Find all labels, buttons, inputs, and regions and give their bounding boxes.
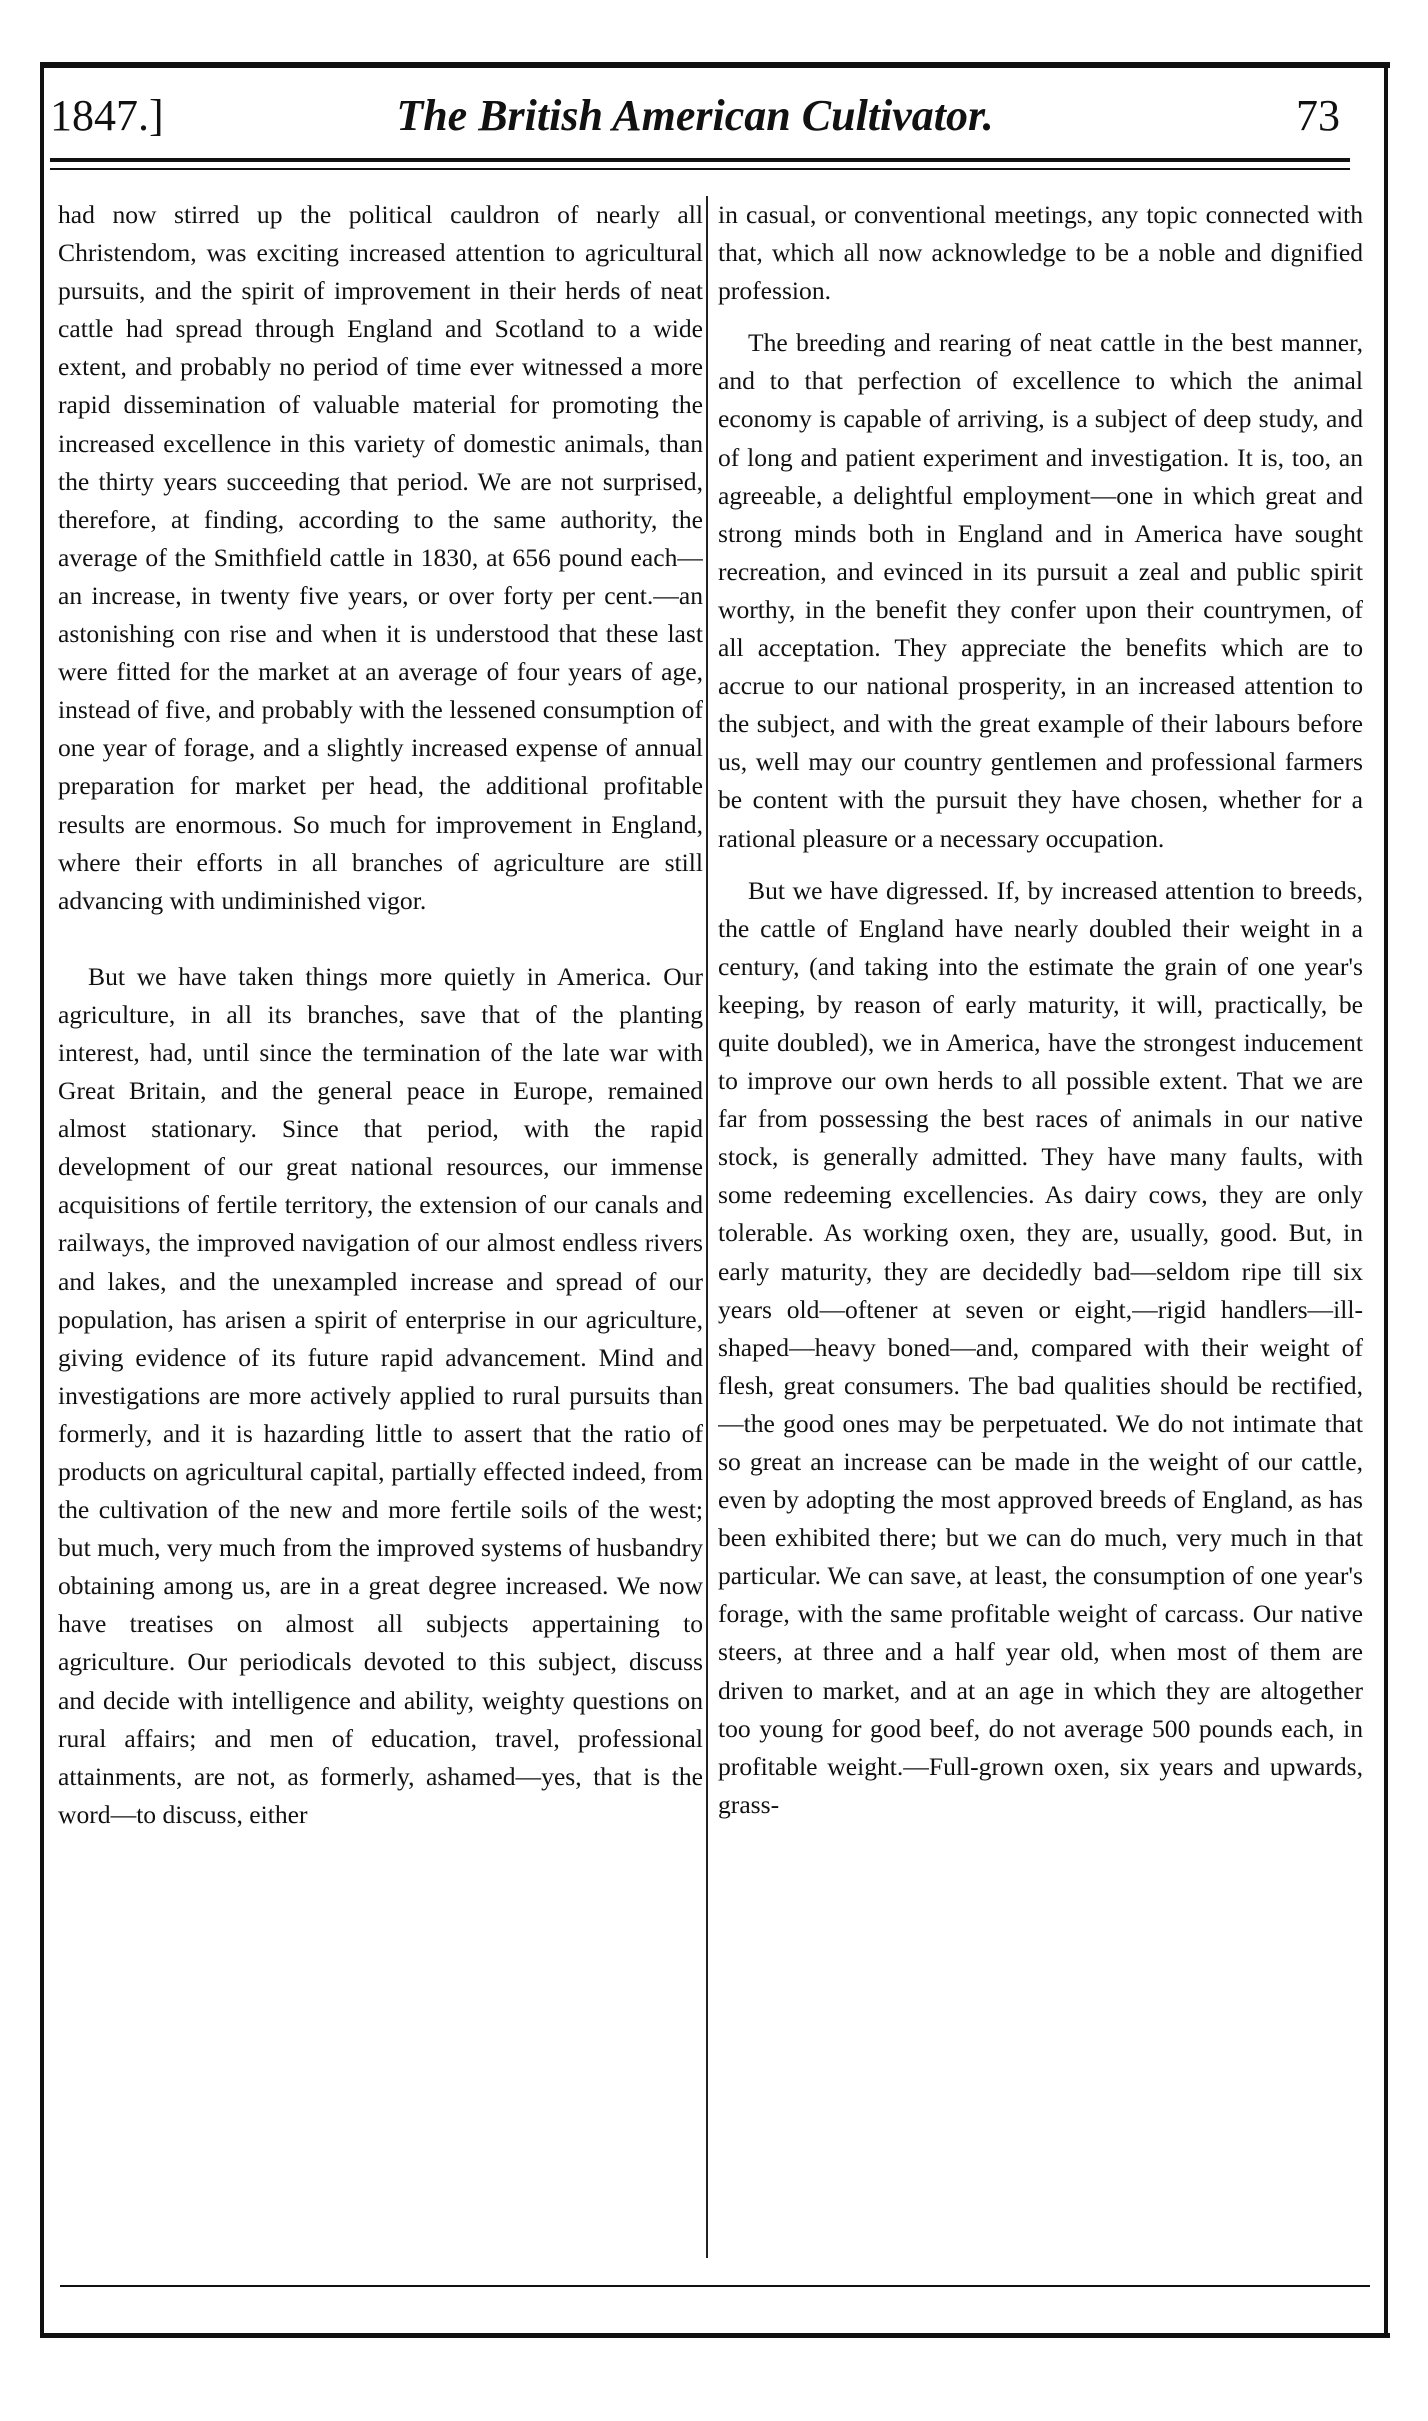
top-border-rule [40,62,1390,68]
left-paragraph-2: But we have taken things more quietly in America. Our agriculture, in all its branches, save that of the planting interest, had, until since the termination of the late war with Great Britain, and the general peace in Europe, remained almost stationary. Since that period, with the rapid development of our great national resources, our immense acquisitions of fertile territory, the extension of our canals and railways, the improved navigation of our almost endless rivers and lakes, and the unexampled increase and spread of our population, has arisen a spirit of enterprise in our agriculture, giving evidence of its future rapid advancement. Mind and investigations are more actively applied to rural pursuits than formerly, and it is hazarding little to assert that the ratio of products on agricultural capital, partially effected indeed, from the cultivation of the new and more fertile soils of the west; but much, very much from the improved systems of husbandry obtaining among us, are in a great degree increased. We now have treatises on almost all subjects appertaining to agriculture. Our periodicals devoted to this subject, discuss and decide with intelligence and ability, weighty questions on rural affairs; and men of education, travel, professional attainments, are not, as formerly, ashamed—yes, that is the word—to discuss, either [58,961,703,1829]
header-rule-thick [50,158,1350,162]
masthead [50,86,1340,146]
right-paragraph-2: The breeding and rearing of neat cattle in the best manner, and to that perfection of excellence to which the animal economy is capable of arriving, is a subject of deep study, and of long and patient experiment and investigation. It is, too, an agreeable, a delightful employment—one in which great and strong minds both in England and in America have sought recreation, and evinced in its pursuit a zeal and public spirit worthy, in the benefit they confer upon their countrymen, of all acceptation. They appreciate the benefits which are to accrue to our national prosperity, in an increased attention to the subject, and with the great example of their labours before us, well may our country gentlemen and professional farmers be content with the pursuit they have chosen, whether for a rational pleasure or a necessary occupation. [718,328,1363,853]
right-paragraph-3: But we have digressed. If, by increased attention to breeds, the cattle of England have nearly doubled their weight in a century, (and taking into the estimate the grain of one year's keeping, by reason of early maturity, it will, practically, be quite doubled), we in America, have the strongest inducement to improve our own herds to all possible extent. That we are far from possessing the best races of animals in our native stock, is generally admitted. They have many faults, with some redeeming excellencies. As dairy cows, they are only tolerable. As working oxen, they are, usually, good. But, in early maturity, they are decidedly bad—seldom ripe till six years old—oftener at seven or eight,—rigid handlers—ill-shaped—heavy boned—and, compared with their weight of flesh, great consumers. The bad qualities should be rectified,—the good ones may be perpetuated. We do not intimate that so great an increase can be made in the weight of our cattle, even by adopting the most approved breeds of England, as has been exhibited there; but we can do much, very much in that particular. We can save, at least, the consumption of one year's forage, with the same profitable weight of carcass. Our native steers, at three and a half year old, when most of them are driven to market, and at an age in which they are altogether too young for good beef, do not average 500 pounds each, in profitable weight.—Full-grown oxen, six years and upwards, grass- [718,875,1363,1819]
bottom-border-rule-thin [60,2285,1370,2287]
left-border-rule [40,62,44,2337]
issue-year: 1847.] [50,91,164,140]
right-column [718,196,1363,2266]
bottom-border-rule [40,2333,1390,2338]
publication-title: The British American Cultivator. [396,91,994,140]
left-column [58,196,703,2266]
right-border-rule [1384,62,1388,2337]
right-paragraph-1: in casual, or conventional meetings, any topic connected with that, which all now acknowledge to be a noble and dignified profession. [718,200,1363,306]
header-rule-thin [50,168,1350,170]
page-number: 73 [1296,91,1340,140]
left-paragraph-1: had now stirred up the political cauldron of nearly all Christendom, was exciting increased attention to agricultural pursuits, and the spirit of improvement in their herds of neat cattle had spread through England and Scotland to a wide extent, and probably no period of time ever witnessed a more rapid dissemination of valuable material for promoting the increased excellence in this variety of domestic animals, than the thirty years succeeding that period. We are not surprised, therefore, at finding, according to the same authority, the average of the Smithfield cattle in 1830, at 656 pound each—an increase, in twenty five years, or over forty per cent.—an astonishing con rise and when it is understood that these last were fitted for the market at an average of four years of age, instead of five, and probably with the lessened consumption of one year of forage, and a slightly increased expense of annual preparation for market per head, the additional profitable results are enormous. So much for improvement in England, where their efforts in all branches of agriculture are still advancing with undiminished vigor. [58,200,703,915]
column-divider [706,196,708,2258]
